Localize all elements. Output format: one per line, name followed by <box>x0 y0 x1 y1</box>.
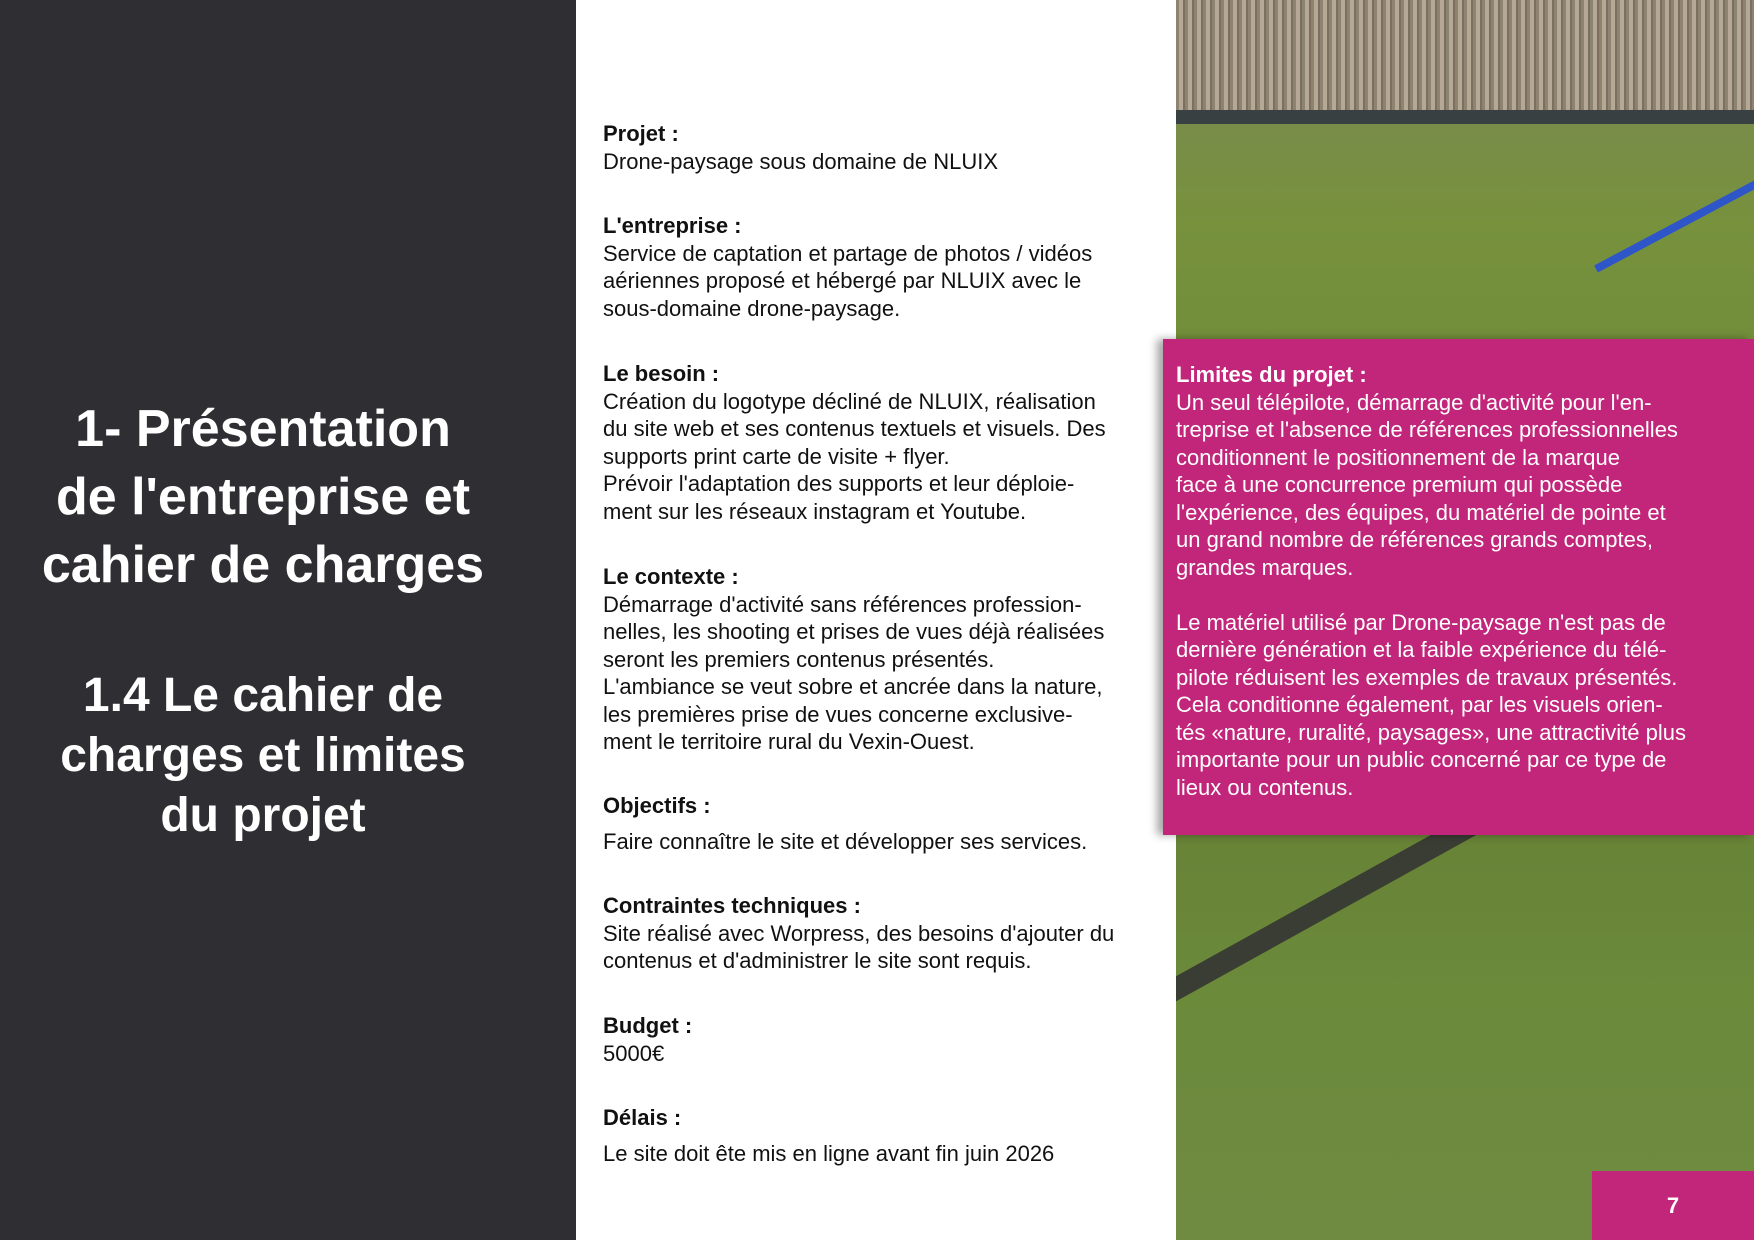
block-label: Budget : <box>603 1013 693 1038</box>
river-bank <box>1176 110 1754 124</box>
forest-treeline <box>1176 0 1754 120</box>
block-label: Contraintes techniques : <box>603 893 861 918</box>
block-contraintes <box>603 892 1158 975</box>
limits-paragraph-2: Le matériel utilisé par Drone-paysage n'est pas de dernière génération et la faible expérience du télé- pilote réduisent les exemples de travaux présentés. Cela conditionne également, par les visuels orien- tés «nature, ruralité, paysages», une attractivité plus importante pour un public concerné par ce type de lieux ou contenus. <box>1176 609 1686 800</box>
block-text: Création du logotype décliné de NLUIX, réalisation du site web et ses contenus textuels et visuels. Des supports print carte de visite + flyer. Prévoir l'adaptation des supports et leur déploie- ment sur les réseaux instagram et Youtube. <box>603 388 1106 524</box>
block-text: Site réalisé avec Worpress, des besoins d'ajouter du contenus et d'administrer le site sont requis. <box>603 920 1115 973</box>
block-label: Objectifs : <box>603 793 711 818</box>
project-limits-box <box>1163 339 1754 835</box>
block-entreprise <box>603 212 1158 322</box>
block-label: Le besoin : <box>603 361 720 386</box>
block-projet <box>603 120 1158 175</box>
block-contexte <box>603 563 1158 756</box>
block-label: Projet : <box>603 121 679 146</box>
block-text: Drone-paysage sous domaine de NLUIX <box>603 148 999 174</box>
block-text: Démarrage d'activité sans références profession- nelles, les shooting et prises de vues déjà réalisées seront les premiers contenus présentés. L'ambiance se veut sobre et ancrée dans la nature, les premières prise de vues concerne exclusive- ment le territoire rural du Vexin-Ouest. <box>603 591 1105 754</box>
limits-label: Limites du projet : <box>1176 362 1367 387</box>
block-budget <box>603 1012 1158 1067</box>
block-besoin <box>603 360 1158 525</box>
block-text: Faire connaître le site et développer ses services. <box>603 828 1088 854</box>
block-objectifs <box>603 792 1158 855</box>
limits-paragraph-1: Un seul télépilote, démarrage d'activité pour l'en- treprise et l'absence de références professionnelles conditionnent le positionnement de la marque face à une concurrence premium qui possède l'expérience, des équipes, du matériel de pointe et un grand nombre de références grands comptes, grandes marques. <box>1176 389 1678 580</box>
block-label: Le contexte : <box>603 564 739 589</box>
page-number-label: 7 <box>1666 1192 1680 1218</box>
section-title: 1- Présentation de l'entreprise et cahier de charges <box>41 400 485 594</box>
block-text: Le site doit ête mis en ligne avant fin juin 2026 <box>603 1140 1055 1166</box>
block-text: Service de captation et partage de photos / vidéos aériennes proposé et hébergé par NLUIX avec le sous-domaine drone-paysage. <box>603 240 1093 321</box>
block-delais <box>603 1104 1158 1167</box>
left-panel <box>0 0 576 1240</box>
page-number <box>1592 1171 1754 1240</box>
block-label: Délais : <box>603 1105 682 1130</box>
block-text: 5000€ <box>603 1040 665 1066</box>
block-label: L'entreprise : <box>603 213 742 238</box>
section-subtitle: 1.4 Le cahier de charges et limites du projet <box>60 669 466 842</box>
blue-stream <box>1594 172 1754 273</box>
